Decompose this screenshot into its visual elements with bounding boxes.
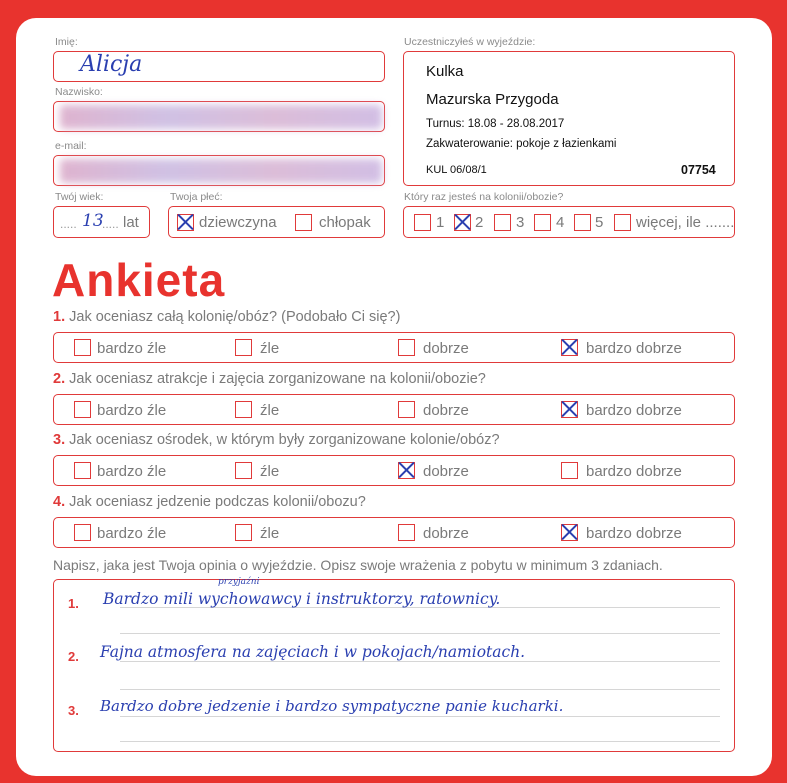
- q4-checkbox-bardzo-zle[interactable]: [74, 524, 91, 541]
- q1-checkbox-zle[interactable]: [235, 339, 252, 356]
- times-option-5: 5: [595, 214, 604, 231]
- q3-option-bardzo-dobrze: bardzo dobrze: [586, 463, 682, 480]
- q2-option-bardzo-dobrze: bardzo dobrze: [586, 402, 682, 419]
- email-label: e-mail:: [55, 140, 87, 152]
- nazwisko-field[interactable]: [53, 101, 385, 132]
- times-checkbox-5[interactable]: [574, 214, 591, 231]
- question-1-text: Jak oceniasz całą kolonię/obóz? (Podobało Ci się?): [69, 309, 401, 325]
- q1-checkbox-dobrze[interactable]: [398, 339, 415, 356]
- q3-checkbox-zle[interactable]: [235, 462, 252, 479]
- question-2: [53, 371, 486, 387]
- q4-option-dobrze: dobrze: [423, 525, 469, 542]
- wiek-value: 13: [82, 211, 104, 231]
- q3-checkbox-bardzo-zle[interactable]: [74, 462, 91, 479]
- q4-option-bardzo-zle: bardzo źle: [97, 525, 167, 542]
- q3-checkbox-dobrze[interactable]: [398, 462, 415, 479]
- q1-option-zle: źle: [260, 340, 280, 357]
- q2-option-dobrze: dobrze: [423, 402, 469, 419]
- wiek-label: Twój wiek:: [55, 191, 104, 203]
- redacted-email: [60, 159, 382, 183]
- q2-option-zle: źle: [260, 402, 280, 419]
- question-4: [53, 494, 366, 510]
- camp-program: Mazurska Przygoda: [426, 91, 559, 108]
- q3-option-bardzo-zle: bardzo źle: [97, 463, 167, 480]
- q1-checkbox-bardzo-dobrze[interactable]: [561, 339, 578, 356]
- q4-checkbox-bardzo-dobrze[interactable]: [561, 524, 578, 541]
- camp-label: Uczestniczyłeś w wyjeździe:: [404, 36, 536, 48]
- q2-checkbox-bardzo-zle[interactable]: [74, 401, 91, 418]
- writing-line-2: [120, 633, 720, 634]
- opinion-text-3: Bardzo dobre jedzenie i bardzo sympatyczne panie kucharki.: [100, 697, 564, 715]
- writing-line-6: [120, 741, 720, 742]
- wiek-dots-left: .....: [60, 217, 77, 231]
- camp-info-box: [403, 51, 735, 186]
- camp-zakwaterowanie: Zakwaterowanie: pokoje z łazienkami: [426, 138, 617, 150]
- q4-checkbox-dobrze[interactable]: [398, 524, 415, 541]
- q1-option-dobrze: dobrze: [423, 340, 469, 357]
- wiek-field[interactable]: [53, 206, 150, 238]
- opinion-text-2: Fajna atmosfera na zajęciach i w pokojach/namiotach.: [100, 643, 526, 661]
- question-1-options: [53, 332, 735, 363]
- camp-code: KUL 06/08/1: [426, 164, 487, 176]
- times-option-more: więcej, ile .......: [636, 214, 735, 231]
- plec-checkbox-dziewczyna[interactable]: [177, 214, 194, 231]
- times-checkbox-3[interactable]: [494, 214, 511, 231]
- camp-name: Kulka: [426, 63, 464, 80]
- nazwisko-label: Nazwisko:: [55, 86, 103, 98]
- times-checkbox-1[interactable]: [414, 214, 431, 231]
- q2-checkbox-zle[interactable]: [235, 401, 252, 418]
- question-2-number: 2.: [53, 371, 66, 387]
- times-option-4: 4: [556, 214, 565, 231]
- q1-checkbox-bardzo-zle[interactable]: [74, 339, 91, 356]
- opinion-number-1: 1.: [68, 596, 79, 611]
- q3-option-dobrze: dobrze: [423, 463, 469, 480]
- redacted-surname: [60, 105, 382, 129]
- q3-option-zle: źle: [260, 463, 280, 480]
- times-option-1: 1: [436, 214, 445, 231]
- q1-option-bardzo-dobrze: bardzo dobrze: [586, 340, 682, 357]
- plec-option-chlopak: chłopak: [319, 214, 371, 231]
- q4-checkbox-zle[interactable]: [235, 524, 252, 541]
- question-4-options: [53, 517, 735, 548]
- imie-label: Imię:: [55, 36, 78, 48]
- times-option-3: 3: [516, 214, 525, 231]
- writing-line-4: [120, 689, 720, 690]
- email-field[interactable]: [53, 155, 385, 186]
- writing-line-5: [120, 716, 720, 717]
- question-2-text: Jak oceniasz atrakcje i zajęcia zorganizowane na kolonii/obozie?: [69, 371, 486, 387]
- question-1-number: 1.: [53, 309, 66, 325]
- q2-checkbox-dobrze[interactable]: [398, 401, 415, 418]
- opinion-insert-1: przyjaźni: [218, 577, 260, 587]
- wiek-dots-right: .....: [102, 217, 119, 231]
- wiek-unit: lat: [123, 214, 139, 231]
- times-option-2: 2: [475, 214, 484, 231]
- imie-value: Alicja: [80, 52, 143, 77]
- q4-option-bardzo-dobrze: bardzo dobrze: [586, 525, 682, 542]
- times-checkbox-2[interactable]: [454, 214, 471, 231]
- plec-checkbox-chlopak[interactable]: [295, 214, 312, 231]
- question-2-options: [53, 394, 735, 425]
- q4-option-zle: źle: [260, 525, 280, 542]
- question-3-number: 3.: [53, 432, 66, 448]
- opinion-prompt: Napisz, jaka jest Twoja opinia o wyjeździe. Opisz swoje wrażenia z pobytu w minimum 3 zdaniach.: [53, 557, 663, 573]
- q3-checkbox-bardzo-dobrze[interactable]: [561, 462, 578, 479]
- opinion-number-2: 2.: [68, 649, 79, 664]
- q2-option-bardzo-zle: bardzo źle: [97, 402, 167, 419]
- imie-field[interactable]: [53, 51, 385, 82]
- plec-field: [168, 206, 385, 238]
- question-3-text: Jak oceniasz ośrodek, w którym były zorganizowane kolonie/obóz?: [69, 432, 500, 448]
- opinion-text-1: Bardzo mili wychowawcy i instruktorzy, ratownicy.: [103, 590, 501, 608]
- plec-label: Twoja płeć:: [170, 191, 223, 203]
- times-field: [403, 206, 735, 238]
- question-1: [53, 309, 400, 325]
- question-3: [53, 432, 500, 448]
- q2-checkbox-bardzo-dobrze[interactable]: [561, 401, 578, 418]
- times-label: Który raz jesteś na kolonii/obozie?: [404, 191, 564, 203]
- times-checkbox-more[interactable]: [614, 214, 631, 231]
- page-title: Ankieta: [52, 254, 226, 306]
- question-4-text: Jak oceniasz jedzenie podczas kolonii/obozu?: [69, 494, 366, 510]
- q1-option-bardzo-zle: bardzo źle: [97, 340, 167, 357]
- question-3-options: [53, 455, 735, 486]
- opinion-number-3: 3.: [68, 703, 79, 718]
- plec-option-dziewczyna: dziewczyna: [199, 214, 277, 231]
- question-4-number: 4.: [53, 494, 66, 510]
- camp-turnus: Turnus: 18.08 - 28.08.2017: [426, 118, 565, 130]
- form-number: 07754: [681, 163, 716, 177]
- times-checkbox-4[interactable]: [534, 214, 551, 231]
- writing-line-3: [120, 661, 720, 662]
